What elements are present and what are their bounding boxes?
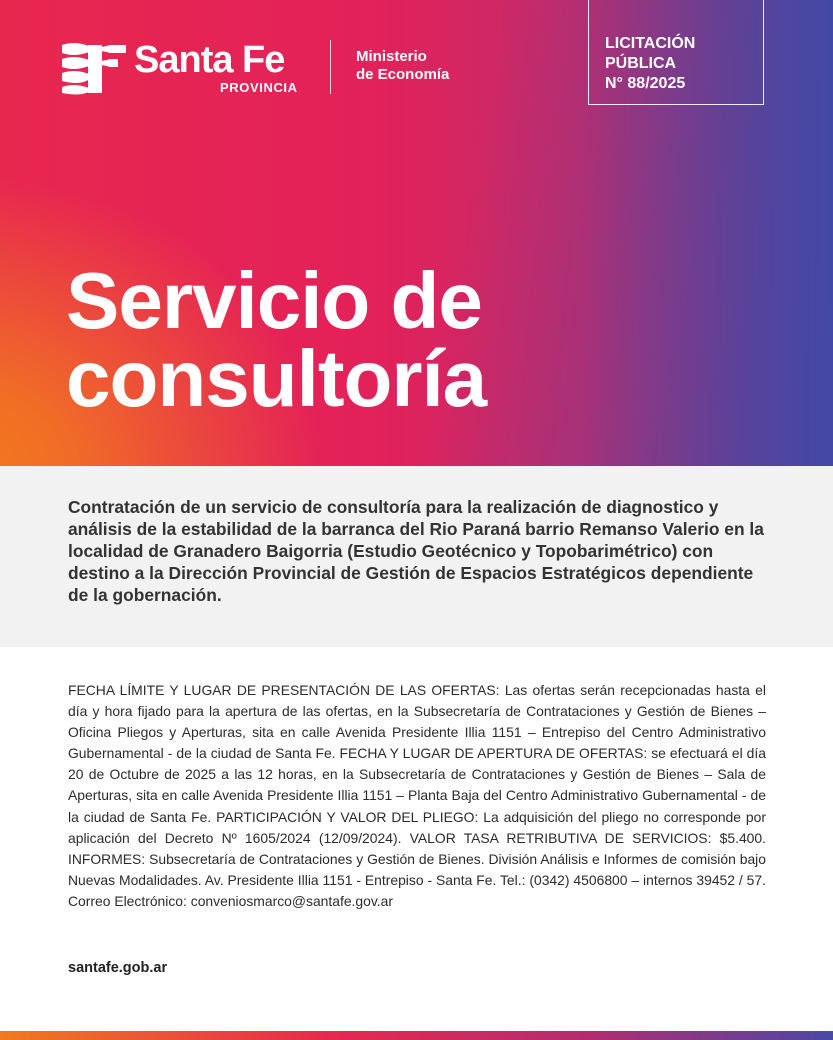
hero-banner bbox=[0, 0, 833, 466]
summary-band bbox=[0, 466, 833, 647]
tender-line-2: PÚBLICA bbox=[605, 55, 677, 72]
ministry-line-2: de Economía bbox=[356, 66, 450, 83]
santa-fe-logo-icon bbox=[58, 41, 128, 95]
body-text: FECHA LÍMITE Y LUGAR DE PRESENTACIÓN DE LAS OFERTAS: Las ofertas serán recepcionadas hasta el día y hora fijado para la apertura de las ofertas, en la Subsecretaría de Contrataciones y Gestión de Bienes – Oficina Pliegos y Aperturas, sita en calle Avenida Presidente Illia 1151 – Entrepiso del Centro Administrativo Gubernamental - de la ciudad de Santa Fe. FECHA Y LUGAR DE APERTURA DE OFERTAS: se efectuará el día 20 de Octubre de 2025 a las 12 horas, en la Subsecretaría de Contrataciones y Gestión de Bienes – Sala de Aperturas, sita en calle Avenida Presidente Illia 1151 – Planta Baja del Centro Administrativo Gubernamental - de la ciudad de Santa Fe. PARTICIPACIÓN Y VALOR DEL PLIEGO: La adquisición del pliego no corresponde por aplicación del Decreto Nº 1605/2024 (12/09/2024). VALOR TASA RETRIBUTIVA DE SERVICIOS: $5.400. INFORMES: Subsecretaría de Contrataciones y Gestión de Bienes. División Análisis e Informes de comisión bajo Nuevas Modalidades. Av. Presidente Illia 1151 - Entrepiso - Santa Fe. Tel.: (0342) 4506800 – internos 39452 / 57. Correo Electrónico: conveniosmarco@santafe.gov.ar bbox=[68, 682, 766, 909]
page-title bbox=[66, 256, 487, 423]
title-line-1: Servicio de bbox=[66, 256, 482, 345]
logo-divider bbox=[330, 40, 331, 94]
title-line-2: consultoría bbox=[66, 334, 487, 423]
santa-fe-logo bbox=[58, 38, 478, 98]
bottom-gradient-bar bbox=[0, 1031, 833, 1040]
brand-name: Santa Fe bbox=[134, 39, 285, 81]
summary-text: Contratación de un servicio de consultoría para la realización de diagnostico y análisis de la estabilidad de la barranca del Rio Paraná barrio Remanso Valerio en la localidad de Granadero Baigorria (Estudio Geotécnico y Topobarimétrico) con destino a la Dirección Provincial de Gestión de Espacios Estratégicos dependiente de la gobernación. bbox=[68, 497, 764, 605]
website-link[interactable]: santafe.gob.ar bbox=[68, 960, 168, 976]
tender-number-box bbox=[588, 0, 764, 105]
tender-line-3: N° 88/2025 bbox=[605, 75, 686, 92]
tender-line-1: LICITACIÓN bbox=[605, 35, 696, 52]
ministry-line-1: Ministerio bbox=[356, 48, 427, 65]
brand-sub: PROVINCIA bbox=[220, 80, 298, 95]
ministry-name bbox=[356, 48, 449, 84]
